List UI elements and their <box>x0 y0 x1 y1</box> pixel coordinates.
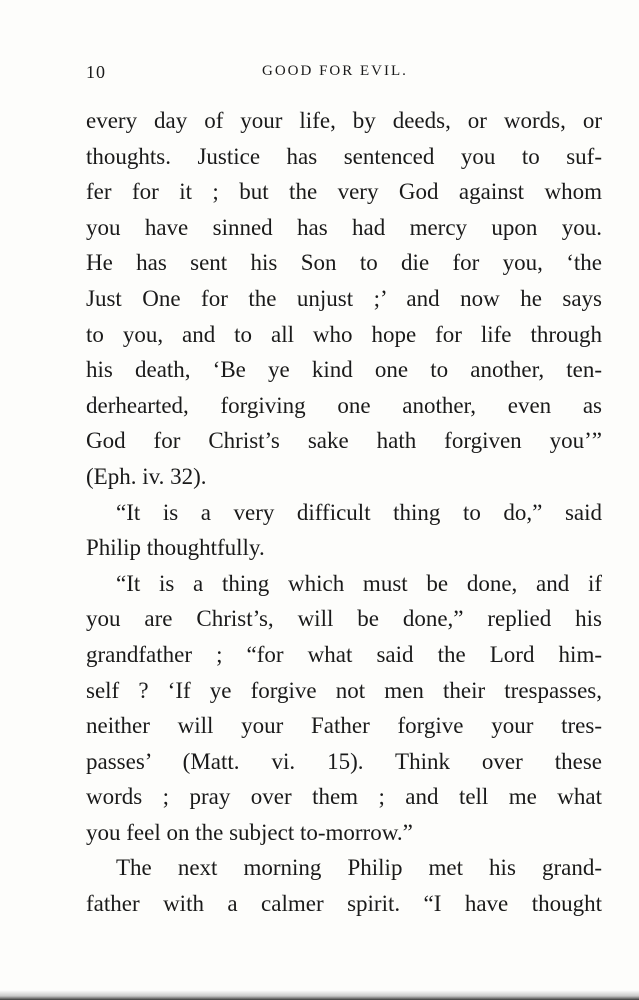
text-line: “It is a thing which must be done, and if <box>116 570 602 596</box>
text-line: words ; pray over them ; and tell me what <box>86 784 602 810</box>
text-line: The next morning Philip met his grand- <box>116 855 602 881</box>
page-bottom-edge <box>0 990 639 1000</box>
text-line: God for Christ’s sake hath forgiven you’” <box>86 428 602 454</box>
text-line: you feel on the subject to-morrow.” <box>86 819 413 845</box>
text-line: self ? ‘If ye forgive not men their trespasses, <box>86 677 602 703</box>
text-line: Just One for the unjust ;’ and now he says <box>86 285 602 311</box>
text-line: derhearted, forgiving one another, even as <box>86 392 602 418</box>
text-line: Philip thoughtfully. <box>86 535 265 561</box>
text-line: “It is a very difficult thing to do,” said <box>116 499 602 525</box>
text-line: passes’ (Matt. vi. 15). Think over these <box>86 748 602 774</box>
text-line: his death, ‘Be ye kind one to another, ten- <box>86 357 602 383</box>
text-line: (Eph. iv. 32). <box>86 463 207 489</box>
text-line: grandfather ; “for what said the Lord him- <box>86 641 602 667</box>
text-line: neither will your Father forgive your tres- <box>86 713 602 739</box>
body-text <box>86 103 602 922</box>
running-head <box>86 62 602 86</box>
text-line: thoughts. Justice has sentenced you to suf- <box>86 143 602 169</box>
text-line: you are Christ’s, will be done,” replied his <box>86 606 602 632</box>
text-line: He has sent his Son to die for you, ‘the <box>86 250 602 276</box>
text-line: to you, and to all who hope for life through <box>86 321 602 347</box>
text-line: father with a calmer spirit. “I have thought <box>86 891 602 917</box>
text-line: fer for it ; but the very God against whom <box>86 179 602 205</box>
text-line: you have sinned has had mercy upon you. <box>86 214 602 240</box>
page-number: 10 <box>86 62 106 82</box>
running-title: GOOD FOR EVIL. <box>262 63 408 79</box>
text-line: every day of your life, by deeds, or words, or <box>86 108 602 133</box>
